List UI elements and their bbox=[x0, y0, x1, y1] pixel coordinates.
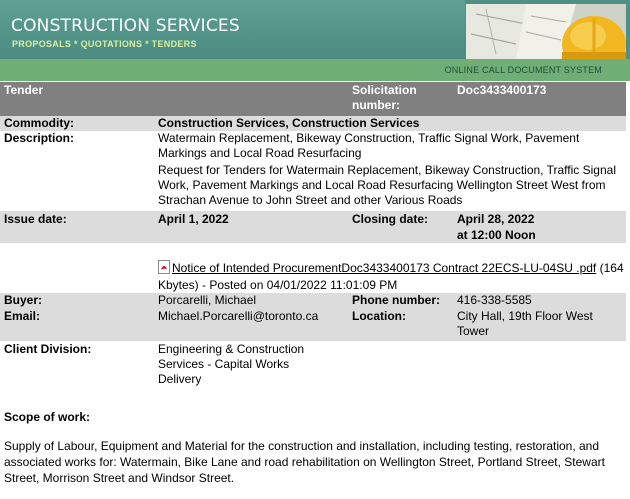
document-link[interactable]: Notice of Intended ProcurementDoc3433400173 Contract 22ECS-LU-04SU .pdf bbox=[172, 261, 597, 275]
commodity-label: Commodity: bbox=[4, 116, 74, 130]
hardhat-blueprint-image bbox=[466, 4, 626, 59]
location-value: City Hall, 19th Floor West Tower bbox=[457, 309, 593, 338]
client-division-value: Engineering & Construction Services - Capital Works Delivery bbox=[158, 342, 305, 386]
banner-title: CONSTRUCTION SERVICES bbox=[11, 16, 240, 36]
banner-photo bbox=[466, 4, 626, 59]
tender-label: Tender bbox=[4, 83, 44, 97]
phone-label: Phone number: bbox=[352, 293, 441, 307]
email-row bbox=[0, 309, 626, 341]
phone-value: 416-338-5585 bbox=[457, 293, 532, 307]
commodity-value: Construction Services, Construction Services bbox=[158, 116, 420, 130]
pdf-icon[interactable] bbox=[158, 260, 170, 278]
location-label: Location: bbox=[352, 309, 406, 323]
client-division-row bbox=[0, 341, 626, 391]
closing-time: at 12:00 Noon bbox=[457, 228, 536, 242]
tender-header-row bbox=[0, 82, 626, 116]
description-label: Description: bbox=[4, 131, 75, 145]
closing-date-value: April 28, 2022 bbox=[457, 212, 535, 226]
closing-date-label: Closing date: bbox=[352, 212, 429, 226]
system-name: ONLINE CALL DOCUMENT SYSTEM bbox=[444, 65, 602, 75]
email-label: Email: bbox=[4, 309, 41, 323]
dates-row bbox=[0, 211, 626, 243]
solicitation-label: Solicitation number: bbox=[352, 83, 417, 112]
client-division-label: Client Division: bbox=[4, 342, 92, 356]
document-entry bbox=[158, 260, 624, 293]
description-summary: Watermain Replacement, Bikeway Construction, Traffic Signal Work, Pavement Markings and Local Road Resurfacing bbox=[158, 131, 580, 160]
email-value[interactable]: Michael.Porcarelli@toronto.ca bbox=[158, 309, 319, 323]
page-banner bbox=[0, 0, 630, 81]
scope-heading: Scope of work: bbox=[4, 410, 91, 424]
commodity-row bbox=[0, 116, 626, 131]
buyer-value: Porcarelli, Michael bbox=[158, 293, 257, 307]
issue-date-label: Issue date: bbox=[4, 212, 67, 226]
description-row bbox=[0, 131, 626, 211]
document-info: (164 Kbytes) - Posted on 04/01/2022 11:01:09 PM bbox=[158, 261, 624, 292]
banner-subtitle: PROPOSALS * QUOTATIONS * TENDERS bbox=[12, 39, 197, 49]
scope-text: Supply of Labour, Equipment and Material for the construction and installation, including testing, restoration, and associated works for: Watermain, Bike Lane and road rehabilitation on Wellington Street, Portland Street, Stewart Street, Morrison Street and Windsor Street. bbox=[4, 439, 605, 485]
issue-date-value: April 1, 2022 bbox=[158, 212, 229, 226]
solicitation-number: Doc3433400173 bbox=[457, 83, 547, 97]
buyer-label: Buyer: bbox=[4, 293, 43, 307]
document-row bbox=[0, 260, 626, 294]
description-detail: Request for Tenders for Watermain Replacement, Bikeway Construction, Traffic Signal Work, Pavement Markings and Local Road Resurfacing Wellington Street West from Strachan Avenue to John Street and other Various Roads bbox=[158, 163, 616, 207]
buyer-row bbox=[0, 293, 626, 309]
